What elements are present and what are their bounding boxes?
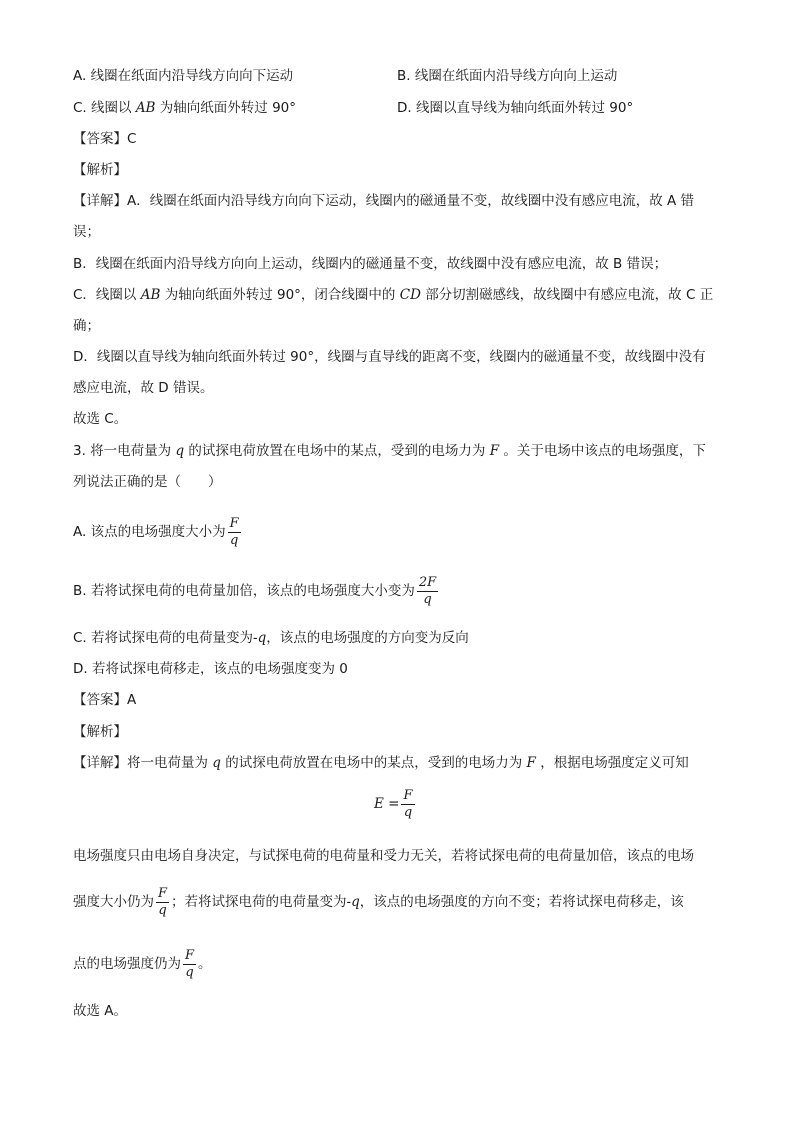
q3-conclusion: 故选 A。 — [73, 1003, 128, 1019]
numerator: F — [158, 885, 168, 901]
q3-option-a — [73, 514, 243, 550]
q2-analysis-heading: 【解析】 — [73, 162, 127, 178]
q2-answer: 【答案】C — [73, 131, 137, 147]
text: ，该点的电场强度的方向不变；若将试探电荷移走，该 — [359, 894, 684, 910]
denominator: q — [185, 964, 194, 980]
q2-detail-a-line1: 【详解】A．线圈在纸面内沿导线方向向下运动，线圈内的磁通量不变，故线圈中没有感应电流，故 A 错 — [73, 193, 695, 209]
q2-detail-d-line2: 感应电流，故 D 错误。 — [73, 380, 214, 396]
text: ，根据电场强度定义可知 — [540, 755, 689, 771]
q2-option-c — [73, 98, 296, 118]
q3-detail-line1 — [73, 753, 689, 773]
text: 3. 将一电荷量为 — [73, 443, 172, 459]
var-cd: CD — [399, 287, 421, 303]
var-f: F — [489, 443, 500, 459]
text: 。 — [198, 956, 212, 972]
q2-option-d: D. 线圈以直导线为轴向纸面外转过 90° — [397, 100, 634, 116]
text: 。关于电场中该点的电场强度，下 — [503, 443, 706, 459]
q3-analysis-heading: 【解析】 — [73, 724, 127, 740]
q3-detail-line3 — [73, 882, 684, 922]
q2-option-b: B. 线圈在纸面内沿导线方向向上运动 — [397, 68, 618, 84]
text: C．线圈以 — [73, 287, 137, 303]
fraction-f-over-q — [401, 788, 414, 821]
denominator: q — [423, 591, 432, 607]
denominator: q — [403, 805, 413, 820]
text: 点的电场强度仍为 — [73, 956, 181, 972]
q3-stem-line1 — [73, 441, 706, 461]
text: 为轴向纸面外转过 90°，闭合线圈中的 — [164, 287, 396, 303]
var-neg-q: -q — [346, 894, 360, 910]
fraction-f-over-q — [183, 948, 196, 981]
var-f: F — [526, 755, 536, 771]
fraction-f-over-q — [156, 886, 169, 919]
denominator: q — [229, 532, 239, 548]
var-q: q — [212, 755, 221, 771]
q3-answer: 【答案】A — [73, 692, 137, 708]
q3-detail-line4 — [73, 944, 212, 984]
text: B. 若将试探电荷的电荷量加倍，该点的电场强度大小变为 — [73, 583, 415, 599]
numerator: F — [229, 515, 239, 531]
q2-option-a: A. 线圈在纸面内沿导线方向向下运动 — [73, 68, 294, 84]
text: C. 若将试探电荷的电荷量变为 — [73, 630, 254, 646]
numerator: 2F — [418, 574, 437, 590]
fraction-2f-over-q — [417, 575, 438, 608]
denominator: q — [158, 902, 167, 918]
text: 【详解】将一电荷量为 — [73, 755, 208, 771]
text: 部分切割磁感线，故线圈中有感应电流，故 C 正 — [425, 287, 714, 303]
text: 强度大小仍为 — [73, 894, 154, 910]
q2-detail-d-line1: D．线圈以直导线为轴向纸面外转过 90°，线圈与直导线的距离不变，线圈内的磁通量不变，故线圈中没有 — [73, 349, 706, 365]
text: ，该点的电场强度的方向变为反向 — [266, 630, 469, 646]
var-q: q — [175, 443, 185, 459]
q3-detail-line2: 电场强度只由电场自身决定，与试探电荷的电荷量和受力无关，若将试探电荷的电荷量加倍，该点的电场 — [73, 848, 694, 864]
q2-detail-b: B．线圈在纸面内沿导线方向向上运动，线圈内的磁通量不变，故线圈中没有感应电流，故 B 错误； — [73, 256, 668, 272]
equation-lhs: E = — [374, 796, 400, 812]
q2-detail-c-line2: 确； — [73, 318, 100, 334]
var-neg-q: -q — [253, 630, 267, 646]
q3-option-d: D. 若将试探电荷移走，该点的电场强度变为 0 — [73, 661, 348, 677]
q2-option-c-text: C. 线圈以 — [73, 100, 132, 116]
numerator: F — [403, 788, 413, 803]
var-ab: AB — [140, 287, 161, 303]
q2-detail-a-line2: 误； — [73, 224, 100, 240]
numerator: F — [185, 947, 195, 963]
q3-option-b — [73, 573, 440, 609]
text: A. 该点的电场强度大小为 — [73, 524, 226, 540]
text: 的试探电荷放置在电场中的某点，受到的电场力为 — [225, 755, 523, 771]
q2-option-c-text-2: 为轴向纸面外转过 90° — [159, 100, 297, 116]
text: 的试探电荷放置在电场中的某点，受到的电场力为 — [188, 443, 486, 459]
q2-detail-c-line1 — [73, 285, 713, 305]
q3-option-c — [73, 628, 469, 648]
fraction-f-over-q — [228, 516, 241, 549]
var-ab: AB — [135, 100, 156, 116]
q2-conclusion: 故选 C。 — [73, 411, 128, 427]
q3-stem-line2: 列说法正确的是（ ） — [73, 474, 222, 490]
equation-e-equals-f-over-q — [374, 788, 417, 821]
text: ；若将试探电荷的电荷量变为 — [171, 894, 347, 910]
